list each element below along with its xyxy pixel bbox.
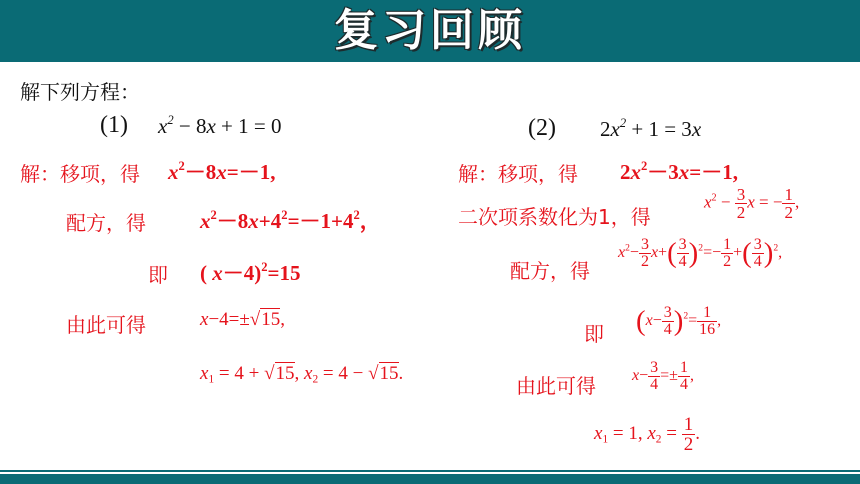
problem1-step3-label: 即 xyxy=(148,263,168,287)
problem2-step2-label: 二次项系数化为1，得 xyxy=(458,205,651,229)
problem1-step2-label: 配方，得 xyxy=(66,211,146,235)
problem2-step2-expr: $x^2$ − $\frac{3}{2}$ x = − $\frac{1}{2}$ , xyxy=(704,185,800,222)
problem2-equation: $2x^2 + 1 = 3x$ xyxy=(600,116,702,141)
problem1-equation: $x^2 - 8x + 1 = 0$ xyxy=(158,113,282,138)
page-title: 复习回顾 xyxy=(334,5,526,56)
problem2-step5-expr: x− $\frac{3}{4}$ =± $\frac{1}{4}$ , xyxy=(632,359,694,393)
problem2-step1-label: 解：移项，得 xyxy=(458,162,578,186)
footer-bar xyxy=(0,474,860,484)
problem2-number: (2) xyxy=(528,115,556,141)
problem1-step4-label: 由此可得 xyxy=(66,313,146,337)
problem1-step3-expr: ( x－4)$^2$=15 xyxy=(200,260,301,285)
problem1-step4-expr: x−4=±√15, xyxy=(200,309,285,330)
problem1-step1-expr: $x^2-8x=-1$, xyxy=(168,159,276,184)
problem1-step2-expr: $x^2-8x+4^2=-1+4^2$， xyxy=(200,208,381,233)
problem2-step3-expr: $x^2-$ $\frac{3}{2}$ x+( $\frac{3}{4}$ )$^2$=− $\frac{1}{2}$ +( $\frac{3}{4}$ )$^2$, xyxy=(618,236,783,270)
instruction-text: 解下列方程： xyxy=(20,80,140,104)
problem2-step3-label: 配方，得 xyxy=(510,259,590,283)
problem2-step1-expr: $2x^2-3x=-1$, xyxy=(620,159,739,184)
problem1-step1-label: 解：移项，得 xyxy=(20,162,140,186)
problem1-number: (1) xyxy=(100,112,128,138)
problem2-step4-label: 即 xyxy=(584,322,604,346)
problem2-step4-expr: (x− $\frac{3}{4}$ )$^2$= $\frac{1}{16}$ , xyxy=(636,304,722,338)
problem2-step5-label: 由此可得 xyxy=(516,374,596,398)
problem1-solution: $x_1 = 4 + √15$, $x_2 = 4 - √15$. xyxy=(200,363,404,386)
problem2-solution: $x_1 = 1$, $x_2$ = $\frac{1}{2}$ . xyxy=(594,414,700,455)
footer-divider xyxy=(0,470,860,472)
